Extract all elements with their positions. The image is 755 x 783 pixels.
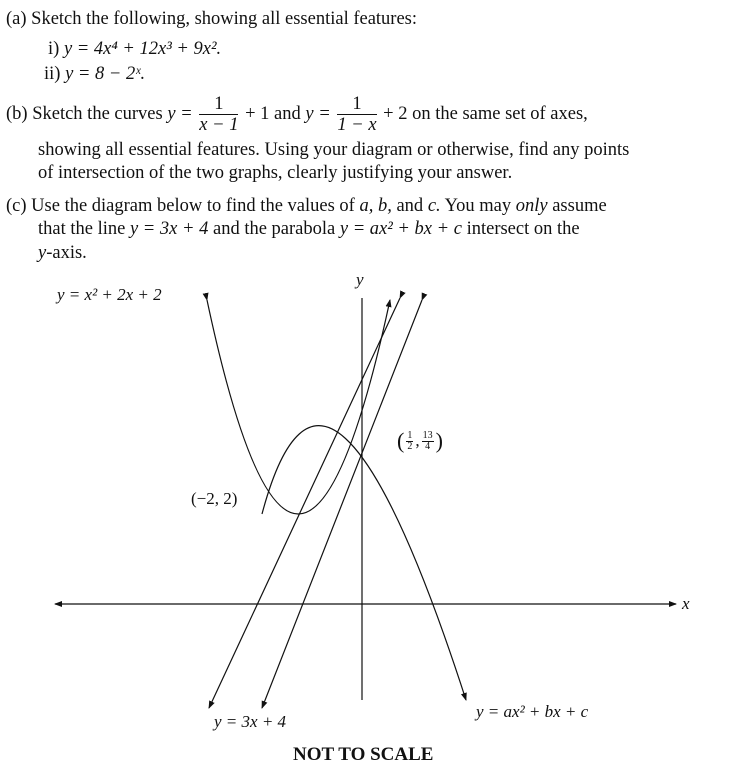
part-a-label: (a)	[6, 9, 27, 29]
part-b-y2: y =	[305, 103, 331, 124]
x-axis-label: x	[682, 594, 690, 613]
line-label: y = 3x + 4	[214, 712, 287, 731]
part-c-2b: y = 3x + 4	[129, 219, 209, 239]
line-2	[262, 300, 422, 708]
part-c-3b: -axis.	[46, 243, 87, 263]
part-b-plus2: + 2 on the same set of axes,	[383, 103, 588, 124]
part-c-2e: intersect on the	[466, 219, 580, 239]
part-b-line-3: of intersection of the two graphs, clearly justifying your answer.	[38, 163, 513, 183]
point-label-2: ( $\frac{1}{2}$ , $\frac{13}{4}$ )	[397, 428, 443, 453]
part-b-line-2: showing all essential features. Using your diagram or otherwise, find any points	[38, 140, 630, 160]
part-a-ii-equation: y = 8 − 2ˣ.	[65, 64, 146, 84]
parabola-1-label: y = x² + 2x + 2	[57, 285, 162, 304]
fraction-2-denominator: 1 − x	[337, 115, 377, 135]
part-a-ii-label: ii)	[44, 64, 61, 84]
part-c-1g: assume	[552, 196, 607, 216]
fraction-2-numerator: 1	[337, 94, 376, 115]
fraction-1-denominator: x − 1	[199, 115, 239, 135]
parabola-2-label: y = ax² + bx + c	[476, 702, 589, 721]
point-label-1: (−2, 2)	[191, 489, 238, 508]
part-a-intro: Sketch the following, showing all essential features:	[31, 9, 418, 29]
point-2-x-num: 1	[407, 429, 413, 441]
not-to-scale-caption: NOT TO SCALE	[293, 744, 434, 765]
part-c-1e: You may	[444, 196, 512, 216]
part-c-label: (c)	[6, 196, 27, 216]
part-b-y1: y =	[167, 103, 193, 124]
part-b-plus1: + 1 and	[245, 103, 301, 124]
part-c-2a: that the line	[38, 219, 126, 239]
part-b-text1: Sketch the curves	[32, 103, 163, 124]
part-c-2d: y = ax² + bx + c	[339, 219, 462, 239]
point-2-x-den: 2	[407, 440, 413, 452]
point-2-y-num: 13	[422, 429, 433, 441]
fraction-1-numerator: 1	[199, 94, 238, 115]
parabola-2-curve	[262, 426, 466, 700]
point-2-open: (	[397, 428, 405, 453]
part-c-1a: Use the diagram below to find the values of	[31, 196, 355, 216]
part-c-1f: only	[515, 196, 548, 216]
point-2-x-fraction	[406, 431, 413, 452]
part-c-1b: a, b,	[359, 196, 392, 216]
part-c-2c: and the parabola	[212, 219, 336, 239]
part-a-i-equation: y = 4x⁴ + 12x³ + 9x².	[63, 39, 222, 59]
part-c-3a: y	[38, 243, 47, 263]
point-2-close: )	[435, 428, 443, 453]
point-2-y-fraction	[422, 431, 434, 452]
part-b-label: (b)	[6, 103, 28, 124]
part-a-i-label: i)	[48, 39, 60, 59]
point-2-y-den: 4	[425, 440, 431, 452]
part-c-1d: c.	[427, 196, 441, 216]
part-c-1c: and	[396, 196, 424, 216]
y-axis-label: y	[356, 270, 364, 289]
line-1	[209, 298, 400, 708]
